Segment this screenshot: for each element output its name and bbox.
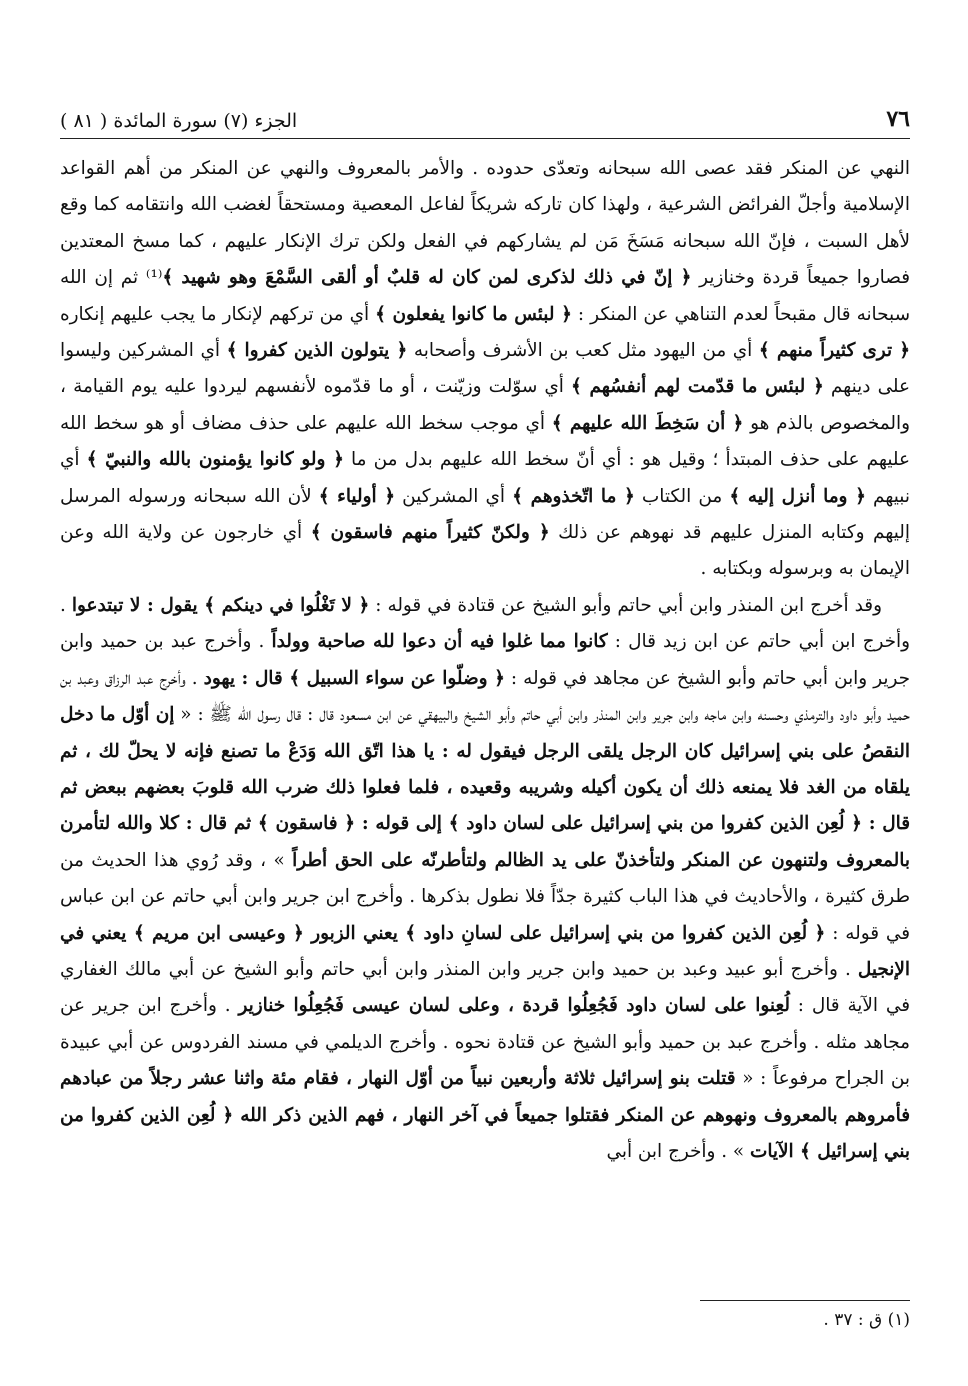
quoted-text: قتلت بنو إسرائيل ثلاثة وأربعين نبياً من أوّل النهار ، فقام مئة واثنا عشر رجلاً من عبادهم فأمروهم بالمعروف ونهوهم عن المنكر فقتلوا جميعاً في آخر النهار ، فهم الذين ذكر الله ﴿ لُعِن الذين كفروا من بني إسرائيل ﴾ الآيات bbox=[60, 1068, 910, 1162]
commentary-text: . وأخرج ابن جرير عن مجاهد مثله . وأخرج عبد بن حميد وأبو الشيخ عن قتادة نحوه . وأخرج الديلمي في مسند الفردوس عن أبي عبيدة بن الجراح مرفوعاً : « bbox=[60, 995, 911, 1090]
quoted-text: ﴿ وضلّوا عن سواء السبيل ﴾ قال : يهود bbox=[203, 667, 505, 689]
commentary-text: » ، وقد رُوي هذا الحديث من طرق كثيرة ، والأحاديث في هذا الباب كثيرة جدّاً فلا نطول بذكرها . وأخرج ابن جرير وابن أبي حاتم عن ابن عباس في قوله : bbox=[60, 849, 910, 944]
commentary-text: . وأخرج عبد الرزاق وعبد بن حميد وأبو داود والترمذي وحسنه وابن ماجه وابن جرير وابن المنذر وابن أبي حاتم وأبو الشيخ والبيهقي عن ابن مسعود قال : قال رسول الله ﷺ : « bbox=[60, 667, 910, 726]
commentary-text: ⁽¹⁾ ثم إن الله سبحانه قال مقبحاً لعدم التناهي عن المنكر : bbox=[60, 267, 910, 325]
quoted-text: ﴿ لُعِن الذين كفروا من بني إسرائيل على لسانِ داود ﴾ يعني الزبور ﴿ وعيسى ابن مريم ﴾ يعني في الإنجيل bbox=[60, 922, 910, 980]
commentary-text: أي المشركين وليسوا على دينهم bbox=[60, 340, 910, 398]
commentary-text: النهي عن المنكر فقد عصى الله سبحانه وتعدّى حدوده . والأمر بالمعروف والنهي عن المنكر من أهم القواعد الإسلامية وأجلّ الفرائض الشرعية ، ولهذا كان تاركه شريكاً لفاعل المعصية ومستحقاً لغضب الله وانتقامه كما وقع لأهل السبت ، فإنّ الله سبحانه مَسَخَ مَن لم يشاركهم في الفعل ولكن ترك الإنكار عليهم ، كما مسخ المعتدين فصاروا جميعاً قردة وخنازير bbox=[60, 158, 911, 289]
quoted-text: ﴿ ترى كثيراً منهم ﴾ bbox=[758, 340, 910, 362]
quoted-text: ﴿ ما اتّخذوهم ﴾ bbox=[512, 485, 635, 507]
commentary-text: . وأخرج عبد بن حميد وابن جرير وابن أبي حاتم وأبو الشيخ عن مجاهد في قوله : bbox=[60, 631, 911, 689]
footnote: (١) ق : ٣٧ . bbox=[823, 1310, 910, 1330]
quoted-text: ﴿ لبئس ما كانوا يفعلون ﴾ bbox=[375, 303, 572, 325]
quoted-text: ﴿ أن سَخِطَ الله عليهم ﴾ bbox=[551, 412, 744, 434]
commentary-text: من الكتاب bbox=[634, 485, 730, 507]
page-number: ٧٦ bbox=[886, 106, 910, 132]
commentary-text: أي سوّلت وزيّنت ، أو ما قدّموه لأنفسهم ليردوا عليه يوم القيامة ، والمخصوص بالذم هو bbox=[60, 376, 910, 434]
paragraph bbox=[60, 588, 910, 1171]
quoted-text: ﴿ ولكنّ كثيراً منهم فاسقون ﴾ bbox=[310, 522, 550, 544]
quoted-text: ﴿ ولو كانوا يؤمنون بالله والنبيّ ﴾ bbox=[86, 449, 344, 471]
paragraph bbox=[60, 151, 910, 588]
commentary-text: أي من اليهود مثل كعب بن الأشرف وأصحابه bbox=[407, 340, 759, 362]
quoted-text: ﴿ وما أنزل إليه ﴾ bbox=[729, 485, 866, 507]
quoted-text: ﴿ يتولون الذين كفروا ﴾ bbox=[226, 340, 408, 362]
commentary-text: . وأخرج ابن أبي حاتم عن ابن زيد قال : bbox=[60, 594, 911, 653]
book-page bbox=[60, 92, 910, 1342]
page-header bbox=[60, 92, 910, 139]
quoted-text: إن أوّل ما دخل النقصُ على بني إسرائيل كان الرجل يلقى الرجل فيقول له : يا هذا اتّق الله وَدَعْ ما تصنع فإنه لا يحلّ لك ، ثم يلقاه من الغد فلا يمنعه ذلك أن يكون أكيله وشريبه وقعيده ، فلما فعلوا ذلك ضرب الله قلوبَ بعضهم ببعض ثم قال : ﴿ لُعِن الذين كفروا من بني إسرائيل على لسان داود ﴾ إلى قوله : ﴿ فاسقون ﴾ ثم قال : كلا والله لتأمرن بالمعروف ولتنهون عن المنكر ولتأخذنّ على يد الظالم ولتأطرنّه على الحق أطراً bbox=[60, 704, 911, 871]
footnote-divider bbox=[700, 1300, 910, 1301]
commentary-text: أي موجب سخط الله عليهم على حذف مضاف أو هو سخط الله عليهم على حذف المبتدأ ؛ وقيل هو : أي أنّ سخط الله عليهم بدل من ما bbox=[60, 412, 910, 471]
quoted-text: كانوا مما غلوا فيه أن دعوا لله صاحبة وولداً bbox=[271, 631, 608, 653]
commentary-text: أي خارجون عن ولاية الله وعن الإيمان به وبرسوله وبكتابه . bbox=[60, 522, 910, 580]
commentary-text: أي نبيهم bbox=[60, 449, 910, 507]
quoted-text: ﴿ لا تَغْلُوا في دينكم ﴾ يقول : لا تبتدعوا bbox=[71, 594, 370, 616]
body-text bbox=[60, 151, 910, 1170]
commentary-text: وقد أخرج ابن المنذر وابن أبي حاتم وأبو الشيخ عن قتادة في قوله : bbox=[369, 594, 882, 616]
quoted-text: ﴿ أولياء ﴾ bbox=[318, 485, 396, 507]
running-title: الجزء (٧) سورة المائدة ( ٨١ ) bbox=[60, 110, 298, 132]
commentary-text: أي المشركين bbox=[395, 485, 513, 507]
commentary-text: أي من تركهم لإنكار ما يجب عليهم إنكاره bbox=[60, 303, 376, 325]
quoted-text: ﴿ إنّ في ذلك لذكرى لمن كان له قلبٌ أو ألقى السَّمْعَ وهو شهيد ﴾ bbox=[162, 267, 692, 289]
commentary-text: » . وأخرج ابن أبي bbox=[606, 1140, 751, 1162]
quoted-text: ﴿ لبئس ما قدّمت لهم أنفسُهم ﴾ bbox=[571, 376, 824, 398]
commentary-text: لأن الله سبحانه ورسوله المرسل إليهم وكتابه المنزل عليهم قد نهوهم عن ذلك bbox=[60, 485, 910, 544]
quoted-text: لُعِنوا على لسان داود فَجُعِلُوا قردة ، وعلى لسان عيسى فَجُعِلُوا خنازير bbox=[238, 995, 790, 1017]
commentary-text: . وأخرج أبو عبيد وعبد بن حميد وابن جرير وابن المنذر وابن أبي حاتم وأبو الشيخ عن أبي مالك الغفاري في الآية قال : bbox=[60, 958, 910, 1017]
